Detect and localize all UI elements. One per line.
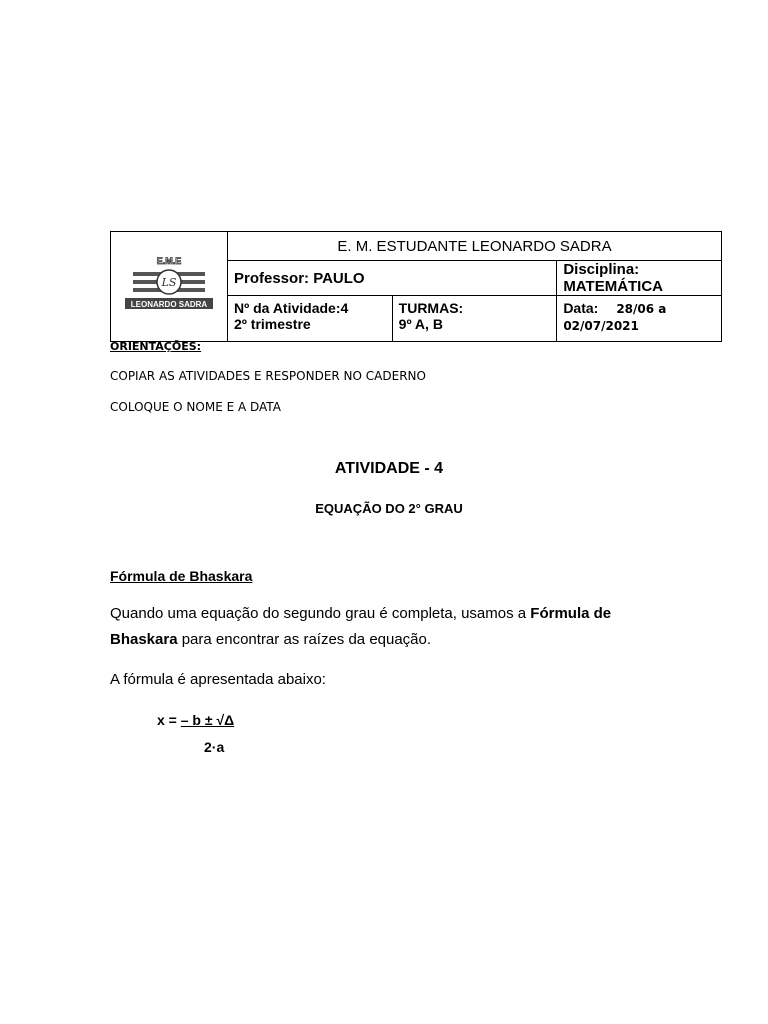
p1-bold: Fórmula de Bhaskara (110, 605, 612, 648)
paragraph-intro (110, 601, 670, 653)
atividade-number: Nº da Atividade:4 (234, 300, 349, 316)
disciplina-cell: Disciplina: MATEMÁTICA (557, 261, 722, 296)
svg-text:LS: LS (161, 276, 177, 289)
professor-cell: Professor: PAULO (228, 261, 557, 296)
formula-lhs: x = (157, 712, 181, 728)
logo-bottom-text: LEONARDO SADRA (130, 300, 208, 309)
section-title: Fórmula de Bhaskara (110, 568, 253, 584)
school-name: E. M. ESTUDANTE LEONARDO SADRA (228, 232, 722, 261)
paragraph-formula-intro: A fórmula é apresentada abaixo: (110, 671, 326, 688)
atividade-cell (228, 296, 393, 342)
activity-title: ATIVIDADE - 4 (334, 460, 444, 477)
header-table (110, 231, 722, 342)
turmas-value: 9º A, B (398, 316, 443, 332)
formula (157, 712, 234, 728)
p1-before: Quando uma equação do segundo grau é completa, usamos a (110, 605, 531, 622)
p1-after: para encontrar as raízes da equação. (177, 631, 432, 648)
turmas-label: TURMAS: (398, 300, 464, 316)
data-label: Data: (563, 300, 599, 316)
instruction-item: COPIAR AS ATIVIDADES E RESPONDER NO CADERNO (110, 369, 426, 383)
school-logo (111, 232, 228, 342)
data-value: 28/06 a 02/07/2021 (563, 302, 667, 333)
activity-subtitle: EQUAÇÃO DO 2° GRAU (315, 501, 463, 516)
trimestre: 2º trimestre (234, 316, 311, 332)
formula-denominator: 2·a (204, 739, 225, 755)
logo-top-text: E.M.E (156, 256, 182, 266)
formula-numerator: – b ± √Δ (180, 712, 235, 728)
data-cell (557, 296, 722, 342)
turmas-cell (392, 296, 557, 342)
school-logo-icon (119, 254, 219, 314)
instruction-item: COLOQUE O NOME E A DATA (110, 400, 281, 414)
orientacoes-label: ORIENTAÇÕES: (110, 340, 202, 353)
